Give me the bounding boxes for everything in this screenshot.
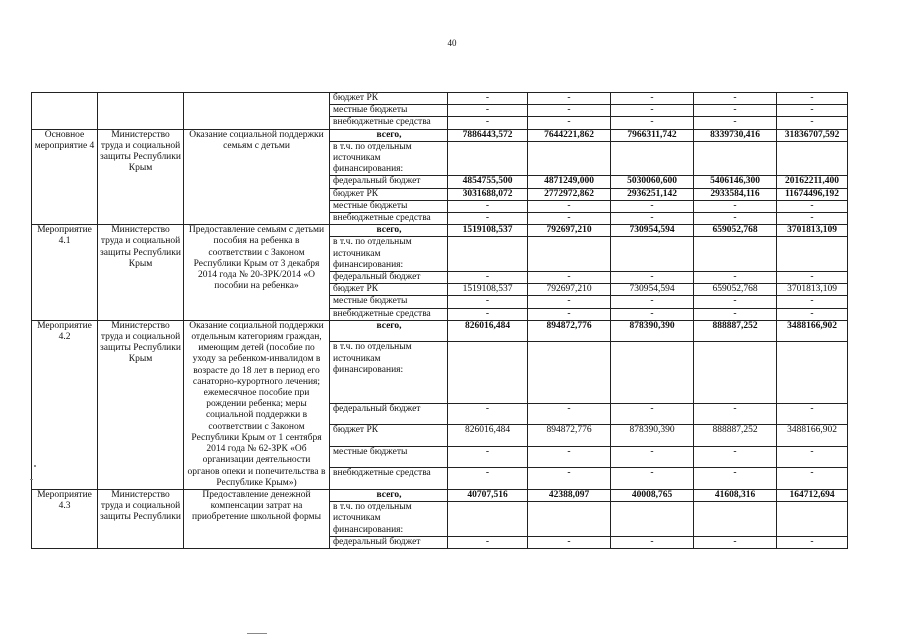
value-cell: 3488166,902 — [777, 320, 848, 342]
value-cell: 659052,768 — [694, 225, 777, 237]
source-cell: бюджет РК — [330, 284, 448, 296]
value-cell: 3701813,109 — [777, 284, 848, 296]
value-cell: - — [777, 93, 848, 105]
value-cell: 5406146,300 — [694, 176, 777, 188]
value-cell: 2772972,862 — [528, 188, 611, 200]
source-cell: всего, — [330, 489, 448, 501]
value-cell: 41608,316 — [694, 489, 777, 501]
value-cell — [528, 237, 611, 272]
value-cell: - — [777, 213, 848, 225]
value-cell: 4871249,000 — [528, 176, 611, 188]
source-cell: бюджет РК — [330, 188, 448, 200]
name-cell: Оказание социальной поддержки семьям с детьми — [184, 129, 330, 225]
value-cell: 888887,252 — [694, 320, 777, 342]
value-cell: 4854755,500 — [448, 176, 528, 188]
source-cell: федеральный бюджет — [330, 403, 448, 425]
measure-cell: Мероприятие 4.1 — [32, 225, 98, 321]
value-cell: 792697,210 — [528, 284, 611, 296]
value-cell: - — [528, 403, 611, 425]
value-cell: 730954,594 — [611, 225, 694, 237]
value-cell: - — [611, 105, 694, 117]
value-cell: 888887,252 — [694, 425, 777, 447]
value-cell: - — [777, 403, 848, 425]
source-cell: всего, — [330, 129, 448, 141]
value-cell: - — [694, 536, 777, 548]
value-cell: 878390,390 — [611, 425, 694, 447]
source-cell: внебюджетные средства — [330, 117, 448, 129]
value-cell — [694, 342, 777, 403]
value-cell: - — [528, 446, 611, 468]
value-cell: - — [528, 296, 611, 308]
value-cell: - — [694, 105, 777, 117]
value-cell: - — [611, 200, 694, 212]
source-cell: всего, — [330, 225, 448, 237]
value-cell: - — [611, 117, 694, 129]
name-cell: Предоставление денежной компенсации затрат на приобретение школьной формы — [184, 489, 330, 548]
value-cell: 8339730,416 — [694, 129, 777, 141]
value-cell: - — [694, 117, 777, 129]
value-cell: - — [777, 536, 848, 548]
source-cell: внебюджетные средства — [330, 468, 448, 490]
executor-cell: Министерство труда и социальной защиты Республики Крым — [98, 129, 184, 225]
source-cell: местные бюджеты — [330, 105, 448, 117]
value-cell: 3701813,109 — [777, 225, 848, 237]
value-cell: - — [611, 93, 694, 105]
executor-cell: Министерство труда и социальной защиты Республики Крым — [98, 225, 184, 321]
name-cell — [184, 93, 330, 130]
value-cell: 2936251,142 — [611, 188, 694, 200]
value-cell: - — [528, 105, 611, 117]
value-cell: 659052,768 — [694, 284, 777, 296]
value-cell: 40008,765 — [611, 489, 694, 501]
value-cell: - — [777, 308, 848, 320]
value-cell: 11674496,192 — [777, 188, 848, 200]
value-cell: - — [694, 403, 777, 425]
value-cell: 20162211,400 — [777, 176, 848, 188]
source-cell: бюджет РК — [330, 425, 448, 447]
value-cell: - — [777, 105, 848, 117]
table-row — [32, 225, 848, 237]
value-cell: - — [611, 536, 694, 548]
value-cell: - — [611, 296, 694, 308]
value-cell: - — [448, 403, 528, 425]
value-cell: - — [611, 403, 694, 425]
value-cell: - — [448, 308, 528, 320]
value-cell — [448, 141, 528, 176]
value-cell: - — [528, 117, 611, 129]
measure-cell: Мероприятие 4.2 — [32, 320, 98, 489]
value-cell — [528, 342, 611, 403]
scan-mark — [247, 633, 267, 634]
executor-cell — [98, 93, 184, 130]
value-cell: - — [777, 272, 848, 284]
value-cell: - — [694, 93, 777, 105]
value-cell: - — [528, 93, 611, 105]
value-cell: 7966311,742 — [611, 129, 694, 141]
value-cell: - — [777, 446, 848, 468]
name-cell: Предоставление семьям с детьми пособия на ребенка в соответствии с Законом Республики Крым от 3 декабря 2014 года № 20-ЗРК/2014 «О пособии на ребенка» — [184, 225, 330, 321]
value-cell: - — [777, 200, 848, 212]
value-cell: 164712,694 — [777, 489, 848, 501]
value-cell: 42388,097 — [528, 489, 611, 501]
value-cell: - — [448, 468, 528, 490]
value-cell: 7644221,862 — [528, 129, 611, 141]
value-cell: 40707,516 — [448, 489, 528, 501]
value-cell: - — [611, 213, 694, 225]
value-cell — [694, 502, 777, 537]
value-cell — [777, 342, 848, 403]
source-cell: внебюджетные средства — [330, 213, 448, 225]
source-cell: в т.ч. по отдельным источникам финансирования: — [330, 502, 448, 537]
measure-cell: Мероприятие 4.3 — [32, 489, 98, 548]
value-cell: - — [694, 308, 777, 320]
value-cell — [694, 237, 777, 272]
value-cell: - — [448, 117, 528, 129]
value-cell: - — [694, 200, 777, 212]
value-cell — [448, 237, 528, 272]
source-cell: местные бюджеты — [330, 446, 448, 468]
value-cell: - — [448, 213, 528, 225]
source-cell: в т.ч. по отдельным источникам финансирования: — [330, 342, 448, 403]
value-cell: - — [528, 536, 611, 548]
value-cell: 730954,594 — [611, 284, 694, 296]
source-cell: внебюджетные средства — [330, 308, 448, 320]
value-cell: - — [448, 200, 528, 212]
value-cell: - — [611, 446, 694, 468]
table-row — [32, 129, 848, 141]
source-cell: федеральный бюджет — [330, 272, 448, 284]
value-cell: - — [528, 468, 611, 490]
value-cell — [448, 342, 528, 403]
measure-cell — [32, 93, 98, 130]
value-cell: - — [611, 308, 694, 320]
value-cell: 826016,484 — [448, 425, 528, 447]
table-row — [32, 320, 848, 342]
executor-cell: Министерство труда и социальной защиты Республики Крым — [98, 320, 184, 489]
value-cell: 792697,210 — [528, 225, 611, 237]
value-cell: - — [528, 272, 611, 284]
value-cell: - — [448, 446, 528, 468]
value-cell: 1519108,537 — [448, 284, 528, 296]
value-cell: 878390,390 — [611, 320, 694, 342]
source-cell: местные бюджеты — [330, 200, 448, 212]
scan-mark — [34, 465, 36, 467]
table-row — [32, 489, 848, 501]
value-cell — [611, 141, 694, 176]
source-cell: в т.ч. по отдельным источникам финансирования: — [330, 237, 448, 272]
value-cell: - — [694, 296, 777, 308]
value-cell: 5030060,600 — [611, 176, 694, 188]
value-cell — [777, 237, 848, 272]
value-cell: - — [448, 536, 528, 548]
name-cell: Оказание социальной поддержки отдельным категориям граждан, имеющим детей (пособие по уходу за ребенком-инвалидом в возрасте до 18 лет в период его санаторно-курортного лечения; ежемесячное пособие при рождении ребенка; меры социальной поддержки в соответствии с Законом Республики Крым от 1 сентября 2014 года № 62-ЗРК «Об организации деятельности органов опеки и попечительства в Республике Крым») — [184, 320, 330, 489]
value-cell: 894872,776 — [528, 425, 611, 447]
page-number: 40 — [447, 38, 457, 48]
value-cell — [777, 502, 848, 537]
scan-mark — [30, 479, 33, 480]
value-cell: - — [777, 296, 848, 308]
value-cell — [694, 141, 777, 176]
value-cell: 826016,484 — [448, 320, 528, 342]
value-cell: 3488166,902 — [777, 425, 848, 447]
value-cell: - — [528, 213, 611, 225]
value-cell: 1519108,537 — [448, 225, 528, 237]
value-cell: - — [448, 93, 528, 105]
measure-cell: Основное мероприятие 4 — [32, 129, 98, 225]
source-cell: федеральный бюджет — [330, 536, 448, 548]
value-cell — [611, 237, 694, 272]
value-cell: - — [528, 200, 611, 212]
value-cell: 31836707,592 — [777, 129, 848, 141]
value-cell: - — [611, 468, 694, 490]
value-cell: 2933584,116 — [694, 188, 777, 200]
value-cell — [528, 141, 611, 176]
executor-cell: Министерство труда и социальной защиты Республики — [98, 489, 184, 548]
table-row — [32, 93, 848, 105]
source-cell: в т.ч. по отдельным источникам финансирования: — [330, 141, 448, 176]
value-cell: - — [694, 446, 777, 468]
value-cell — [528, 502, 611, 537]
value-cell: - — [694, 272, 777, 284]
value-cell: - — [777, 117, 848, 129]
source-cell: федеральный бюджет — [330, 176, 448, 188]
source-cell: местные бюджеты — [330, 296, 448, 308]
funding-table — [31, 92, 848, 549]
value-cell: 3031688,072 — [448, 188, 528, 200]
value-cell: - — [611, 272, 694, 284]
source-cell: бюджет РК — [330, 93, 448, 105]
value-cell: - — [448, 105, 528, 117]
value-cell: - — [528, 308, 611, 320]
value-cell: - — [694, 213, 777, 225]
source-cell: всего, — [330, 320, 448, 342]
value-cell: - — [777, 468, 848, 490]
value-cell — [611, 342, 694, 403]
value-cell: 7886443,572 — [448, 129, 528, 141]
value-cell — [448, 502, 528, 537]
value-cell: - — [694, 468, 777, 490]
value-cell — [611, 502, 694, 537]
value-cell: 894872,776 — [528, 320, 611, 342]
value-cell: - — [448, 272, 528, 284]
value-cell — [777, 141, 848, 176]
value-cell: - — [448, 296, 528, 308]
